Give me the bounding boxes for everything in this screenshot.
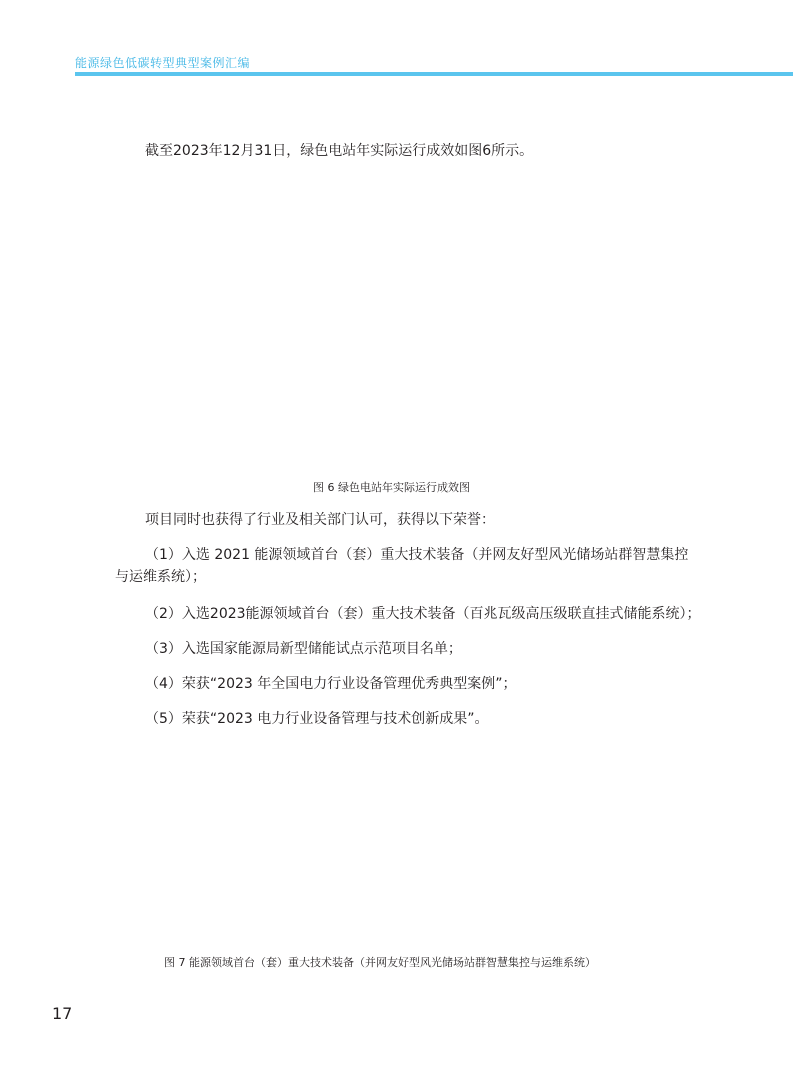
figure-7-area (115, 745, 685, 945)
intro-paragraph: 截至2023年12月31日，绿色电站年实际运行成效如图6所示。 (145, 143, 534, 159)
page-number: 17 (52, 1004, 73, 1023)
figure-6-caption: 图 6 绿色电站年实际运行成效图 (313, 481, 470, 494)
figure-7-caption: 图 7 能源领域首台（套）重大技术装备（并网友好型风光储场站群智慧集控与运维系统） (164, 956, 596, 969)
honor-item-3: （3）入选国家能源局新型储能试点示范项目名单； (145, 641, 462, 657)
header-title: 能源绿色低碳转型典型案例汇编 (75, 56, 251, 70)
figure-6-area (115, 175, 685, 465)
honor-item-2: （2）入选2023能源领域首台（套）重大技术装备（百兆瓦级高压级联直挂式储能系统）； (145, 606, 701, 622)
honor-item-5: （5）荣获“2023 电力行业设备管理与技术创新成果”。 (145, 711, 489, 727)
honor-item-1: （1）入选 2021 能源领域首台（套）重大技术装备（并网友好型风光储场站群智慧集控与运维系统）； (115, 547, 689, 585)
honor-item-4: （4）荣获“2023 年全国电力行业设备管理优秀典型案例”； (145, 676, 517, 692)
header-accent-bar (75, 72, 793, 76)
honors-lead-paragraph: 项目同时也获得了行业及相关部门认可，获得以下荣誉： (145, 512, 495, 528)
